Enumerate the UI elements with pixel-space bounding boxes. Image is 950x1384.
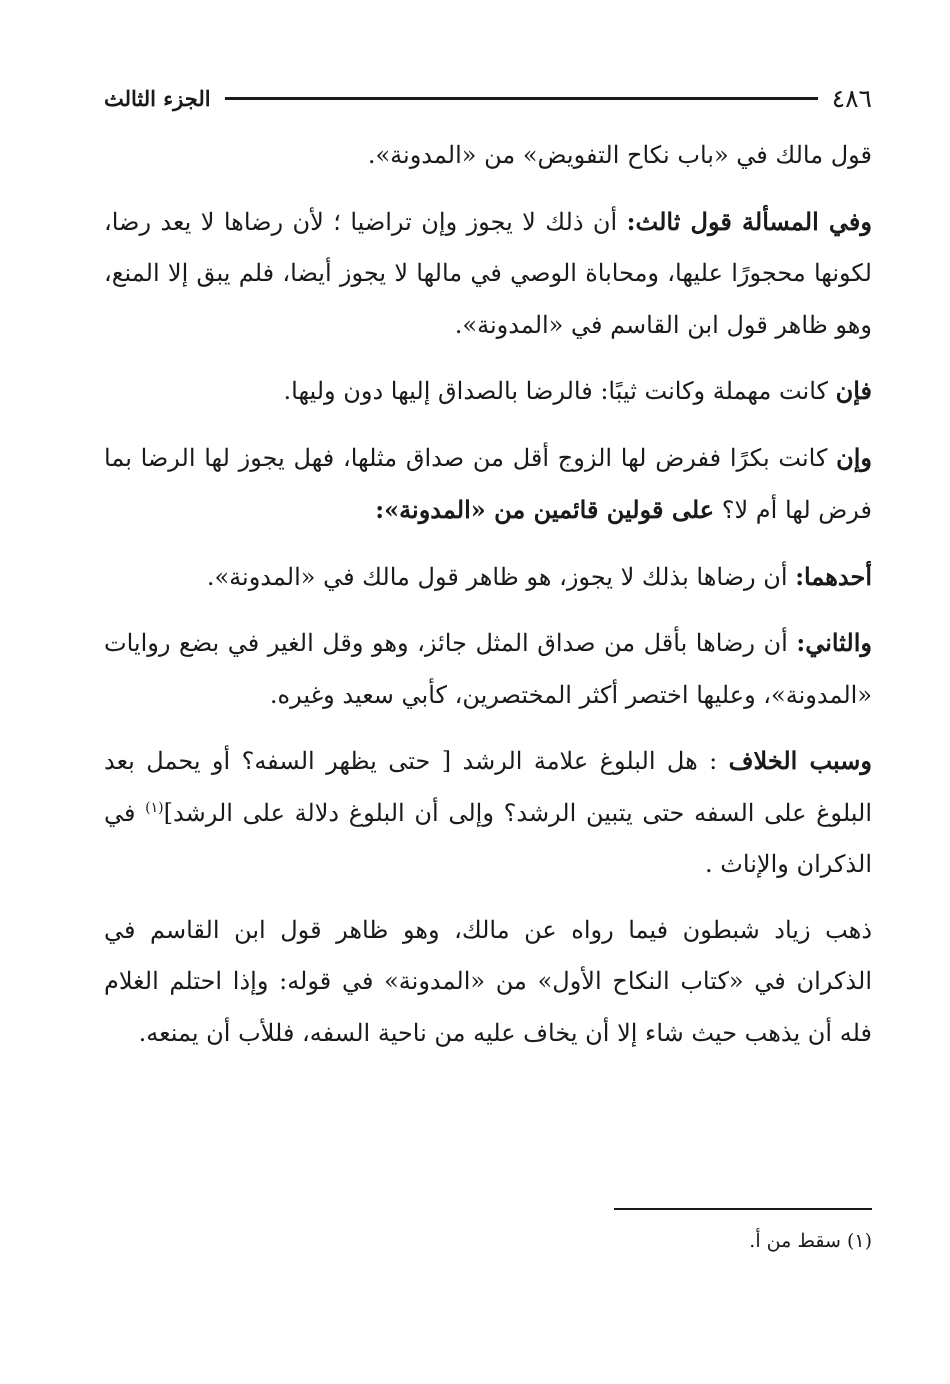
paragraph-lead: أحدهما: xyxy=(795,561,872,591)
paragraph-text: أن رضاها بأقل من صداق المثل جائز، وهو وقل الغير في بضع روايات «المدونة»، وعليها اختصر أكثر المختصرين، كأبي سعيد وغيره. xyxy=(104,629,872,709)
paragraph-text: كانت مهملة وكانت ثيبًا: فالرضا بالصداق إليها دون وليها. xyxy=(283,377,836,405)
paragraph-2 xyxy=(104,196,872,352)
paragraph-3 xyxy=(104,365,872,418)
paragraph-text: قول مالك في «باب نكاح التفويض» من «المدونة». xyxy=(367,141,872,169)
page-number: ٤٨٦ xyxy=(831,83,872,113)
paragraph-lead: وسبب الخلاف xyxy=(728,746,872,775)
header-rule xyxy=(225,97,818,100)
paragraph-text: ذهب زياد شبطون فيما رواه عن مالك، وهو ظاهر قول ابن القاسم في الذكران في «كتاب النكاح الأول» من «المدونة» في قوله: وإذا احتلم الغلام فله أن يذهب حيث شاء إلا أن يخاف عليه من ناحية السفه، فللأب أن يمنعه. xyxy=(104,915,872,1047)
paragraph-1 xyxy=(104,130,872,182)
paragraph-bold-tail: على قولين قائمين من «المدونة»: xyxy=(375,495,715,524)
footnote-divider xyxy=(614,1208,872,1210)
paragraph-text: أن ذلك لا يجوز وإن تراضيا ؛ لأن رضاها لا يعد رضا، لكونها محجورًا عليها، ومحاباة الوصي في مالها لا يجوز أيضا، فلم يبق إلا المنع، وهو ظاهر قول ابن القاسم في «المدونة». xyxy=(104,207,872,339)
page-header xyxy=(104,80,872,116)
volume-title: الجزء الثالث xyxy=(104,85,211,111)
paragraph-lead: والثاني: xyxy=(796,628,872,657)
paragraph-6 xyxy=(104,617,872,721)
main-text xyxy=(104,130,872,1073)
paragraph-lead: فإن xyxy=(835,376,872,405)
paragraph-8 xyxy=(104,905,872,1060)
paragraph-5 xyxy=(104,551,872,604)
paragraph-text: كانت بكرًا ففرض لها الزوج أقل من صداق مثلها، فهل يجوز لها الرضا بما فرض لها أم لا؟ xyxy=(104,443,872,524)
paragraph-lead: وفي المسألة قول ثالث: xyxy=(626,206,872,236)
footnote-1: (١) سقط من أ. xyxy=(749,1230,872,1252)
paragraph-text: أن رضاها بذلك لا يجوز، هو ظاهر قول مالك في «المدونة». xyxy=(206,562,796,591)
paragraph-text: في الذكران والإناث . xyxy=(104,798,872,878)
paragraph-lead: وإن xyxy=(836,442,872,472)
paragraph-4 xyxy=(104,432,872,537)
paragraph-text: : هل البلوغ علامة الرشد [ حتى يظهر السفه؟ أو يحمل بعد البلوغ على السفه حتى يتبين الرشد؟ وإلى أن البلوغ دلالة على الرشد] xyxy=(104,747,872,827)
footnote-reference[interactable]: (١) xyxy=(145,799,164,816)
paragraph-7 xyxy=(104,735,872,891)
